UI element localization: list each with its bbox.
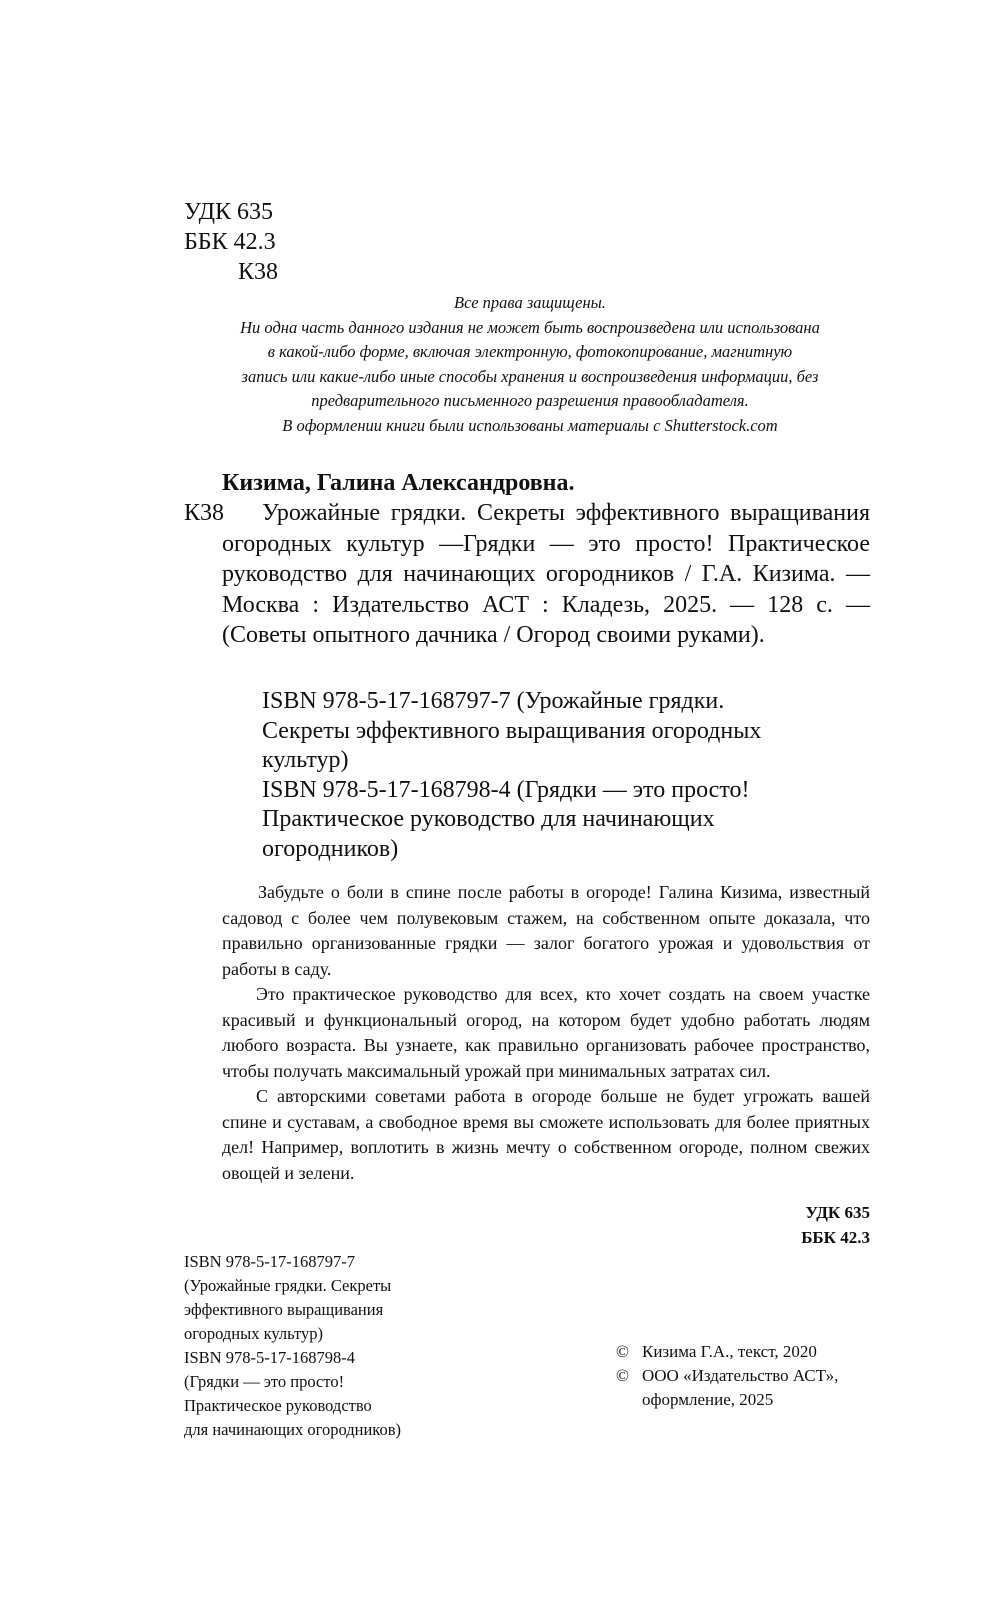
- copyright-text: ООО «Издательство АСТ», оформление, 2025: [642, 1366, 839, 1409]
- rights-line: предварительного письменного разрешения правообладателя.: [311, 391, 749, 410]
- bbk-code-bottom: ББК 42.3: [801, 1228, 870, 1247]
- bottom-isbn-block: [184, 1250, 484, 1442]
- bottom-isbn-line: (Урожайные грядки. Секреты: [184, 1276, 392, 1295]
- author-mark: К38: [238, 259, 279, 285]
- classification-footer: [760, 1200, 870, 1250]
- isbn-line: огородников): [262, 835, 399, 862]
- isbn-line: ISBN 978-5-17-168797-7 (Урожайные грядки.: [262, 688, 725, 714]
- catalog-description: Урожайные грядки. Секреты эффективного выращивания огородных культур —Грядки — это просто! Практическое руководство для начинающих огородников / Г.А. Кизима. — Москва : Издательство АСТ : Кладезь, 2025. — 128 с. — (Советы опытного дачника / Огород своими руками).: [222, 500, 870, 648]
- annotation-paragraph: Это практическое руководство для всех, кто хочет создать на своем участке красивый и функциональный огород, на котором будет удобно работать людям любого возраста. Вы узнаете, как правильно организовать рабочее пространство, чтобы получать максимальный урожай при минимальных затратах сил.: [222, 984, 870, 1081]
- rights-line: запись или какие-либо иные способы хранения и воспроизведения информации, без: [241, 366, 819, 386]
- bottom-isbn-line: Практическое руководство: [184, 1396, 372, 1415]
- isbn-line: культур): [262, 747, 349, 773]
- classification-header: [184, 197, 278, 287]
- rights-line: Все права защищены.: [454, 293, 606, 312]
- rights-line: В оформлении книги были использованы материалы с Shutterstock.com: [282, 415, 778, 435]
- bottom-isbn-line: эффективного выращивания: [184, 1300, 384, 1319]
- rights-line: Ни одна часть данного издания не может быть воспроизведена или использована: [240, 317, 820, 337]
- isbn-line: Практическое руководство для начинающих: [262, 806, 715, 832]
- annotation-paragraph: С авторскими советами работа в огороде больше не будет угрожать вашей спине и суставам, а свободное время вы сможете использовать для более приятных дел! Например, воплотить в жизнь мечту о собственном огороде, полном свежих овощей и зелени.: [222, 1086, 870, 1183]
- udk-code: УДК 635: [184, 199, 273, 225]
- bottom-isbn-line: огородных культур): [184, 1324, 323, 1343]
- isbn-block: [262, 687, 872, 864]
- isbn-line: Секреты эффективного выращивания огородных: [262, 717, 762, 744]
- rights-line: в какой-либо форме, включая электронную, фотокопирование, магнитную: [267, 342, 793, 361]
- catalog-record: [184, 498, 870, 651]
- bottom-isbn-line: для начинающих огородников): [184, 1420, 402, 1439]
- copyright-icon: ©: [616, 1342, 629, 1361]
- copyright-block: [616, 1340, 872, 1412]
- bottom-isbn-line: ISBN 978-5-17-168797-7: [184, 1252, 355, 1271]
- udk-code-bottom: УДК 635: [805, 1203, 870, 1222]
- isbn-line: ISBN 978-5-17-168798-4 (Грядки — это просто!: [262, 776, 750, 803]
- copyright-icon: ©: [616, 1366, 629, 1385]
- copyright-text: Кизима Г.А., текст, 2020: [642, 1342, 817, 1361]
- bottom-isbn-line: (Грядки — это просто!: [184, 1372, 345, 1391]
- copyright-line-publisher: [616, 1364, 872, 1412]
- bbk-code: ББК 42.3: [184, 229, 276, 255]
- author-heading: Кизима, Галина Александровна.: [222, 470, 575, 496]
- bottom-isbn-line: ISBN 978-5-17-168798-4: [184, 1348, 355, 1367]
- annotation: [222, 880, 870, 1186]
- annotation-paragraph: Забудьте о боли в спине после работы в огороде! Галина Кизима, известный садовод с более чем полувековым стажем, на собственном опыте доказала, что правильно организованные грядки — залог богатого урожая и удовольствия от работы в саду.: [222, 882, 870, 979]
- catalog-author-mark: К38: [184, 500, 225, 526]
- copyright-line-author: [616, 1340, 872, 1364]
- rights-notice: [190, 291, 870, 438]
